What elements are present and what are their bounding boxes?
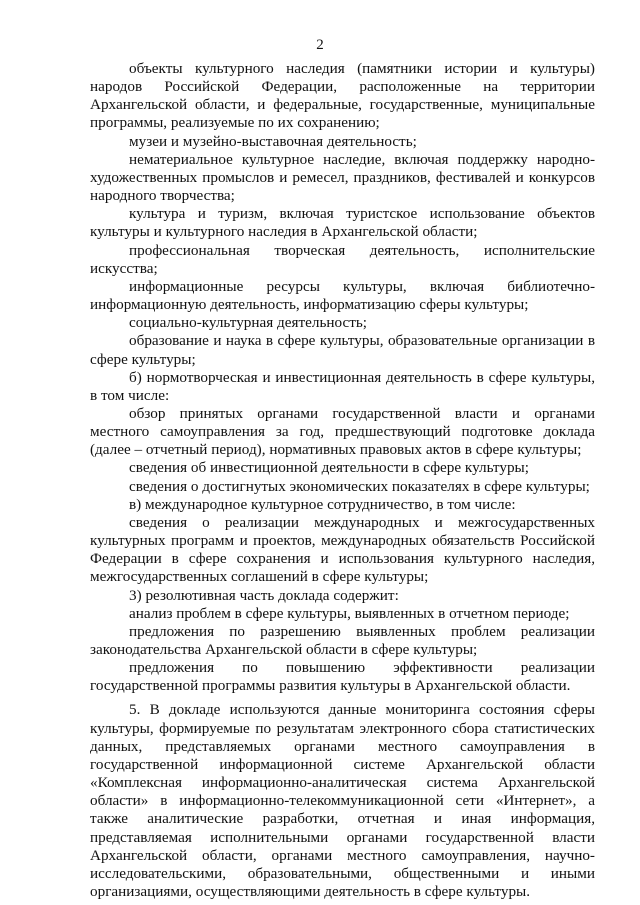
paragraph-item-5: 5. В докладе используются данные мониторинга состояния сферы культуры, формируемые по результатам электронного сбора статистических данных, представляемых органами местного самоуправления в государственной информационной системе Архангельской области «Комплексная информационно-аналитическая система Архангельской области» в информационно-телекоммуникационной сети «Интернет», а также аналитические разработки, отчетная и иная информация, представляемая исполнительными органами государственной власти Архангельской области, органами местного самоуправления, научно-исследовательскими, образовательными, общественными и иными организациями, осуществляющими деятельность в сфере культуры. [90, 701, 595, 901]
paragraph-section-3: 3) резолютивная часть доклада содержит: [129, 586, 399, 604]
paragraph-legal-acts-review: обзор принятых органами государственной власти и органами местного самоуправления за год, предшествующий подготовке доклада (далее – отчетный период), нормативных правовых актов в сфере культуры; [90, 404, 595, 459]
paragraph-legislation-proposals: предложения по разрешению выявленных проблем реализации законодательства Архангельской области в сфере культуры; [90, 622, 595, 658]
paragraph-international-programs: сведения о реализации международных и межгосударственных культурных программ и проектов, международных обязательств Российской Федерации в сфере сохранения и использования культурного наследия, межгосударственных соглашений в сфере культуры; [90, 513, 595, 586]
paragraph-information-resources: информационные ресурсы культуры, включая библиотечно-информационную деятельность, информатизацию сферы культуры; [90, 277, 595, 314]
page-number: 2 [316, 37, 324, 53]
paragraph-problem-analysis: анализ проблем в сфере культуры, выявленных в отчетном периоде; [129, 604, 570, 622]
paragraph-culture-tourism: культура и туризм, включая туристское использование объектов культуры и культурного наследия в Архангельской области; [90, 205, 595, 241]
paragraph-section-v: в) международное культурное сотрудничество, в том числе: [129, 495, 516, 513]
paragraph-professional-arts: профессиональная творческая деятельность, исполнительские искусства; [90, 241, 595, 277]
paragraph-section-b: б) нормотворческая и инвестиционная деятельность в сфере культуры, в том числе: [90, 368, 595, 404]
paragraph-economic-indicators: сведения о достигнутых экономических показателях в сфере культуры; [129, 477, 590, 495]
paragraph-intangible-heritage: нематериальное культурное наследие, включая поддержку народно-художественных промыслов и ремесел, праздников, фестивалей и конкурсов народного творчества; [90, 150, 595, 205]
paragraph-investment-info: сведения об инвестиционной деятельности в сфере культуры; [129, 459, 529, 477]
paragraph-museums: музеи и музейно-выставочная деятельность; [129, 132, 417, 150]
paragraph-social-cultural: социально-культурная деятельность; [129, 314, 368, 332]
paragraph-education-science: образование и наука в сфере культуры, образовательные организации в сфере культуры; [90, 332, 595, 368]
document-body [90, 60, 595, 901]
paragraph-program-efficiency: предложения по повышению эффективности реализации государственной программы развития культуры в Архангельской области. [90, 659, 595, 695]
paragraph-cultural-heritage-objects: объекты культурного наследия (памятники истории и культуры) народов Российской Федерации, расположенные на территории Архангельской области, и федеральные, государственные, муниципальные программы, реализуемые по их сохранению; [90, 60, 595, 132]
